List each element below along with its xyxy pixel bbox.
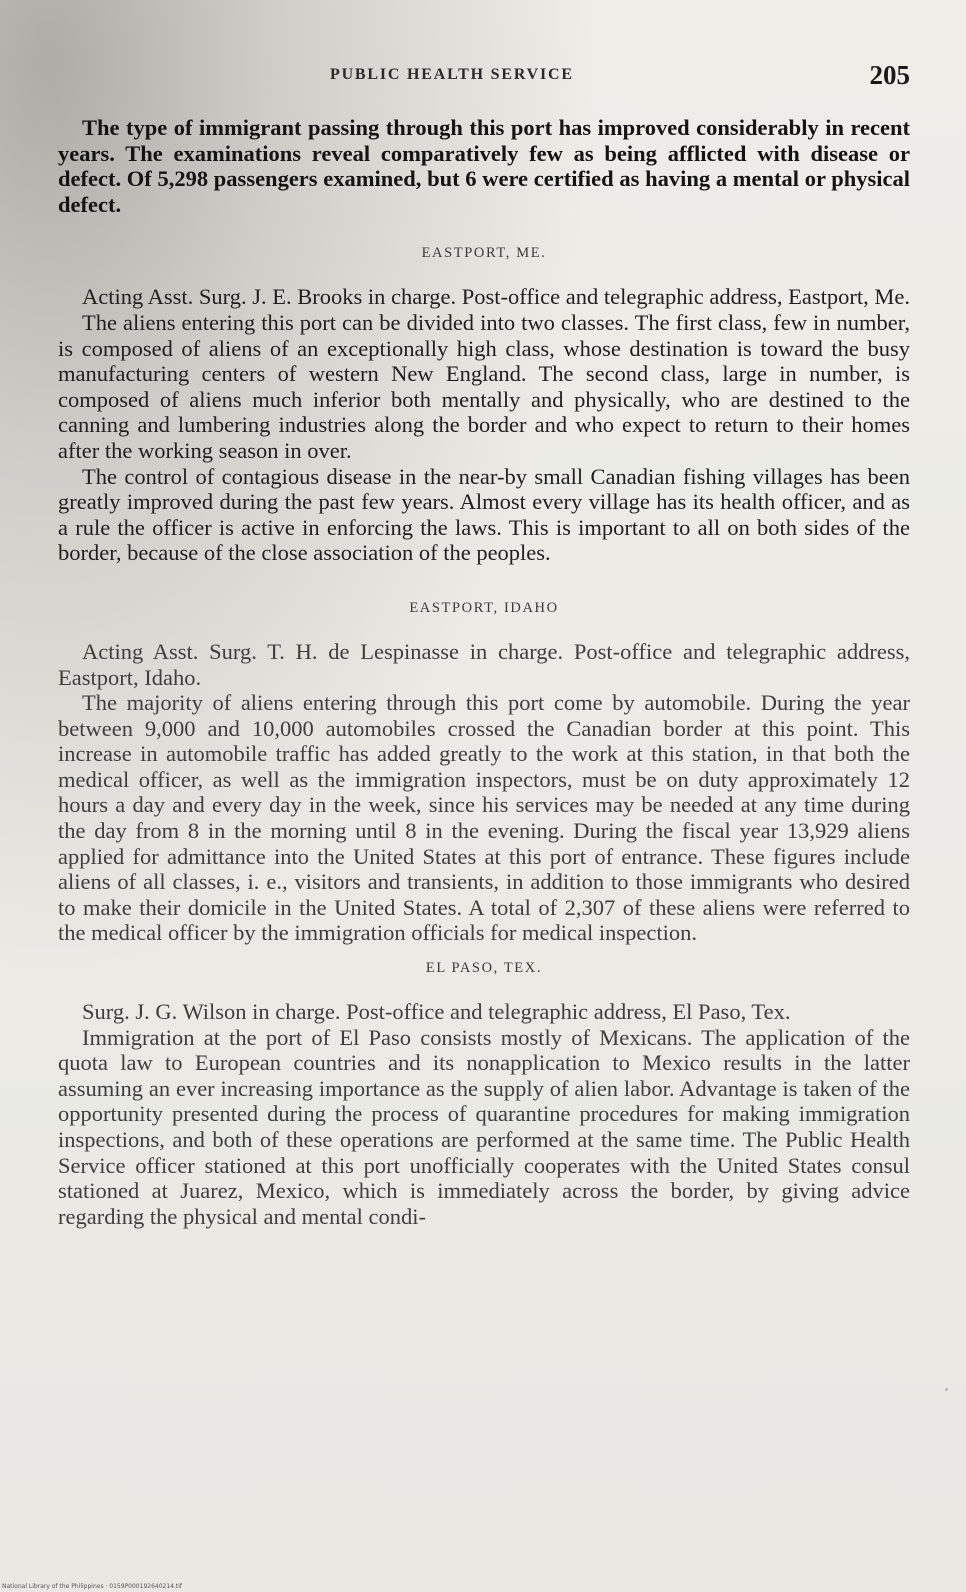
running-head [60, 62, 910, 92]
section-heading-eastport-me: EASTPORT, ME. [421, 245, 547, 262]
el-paso-paragraph-2: Immigration at the port of El Paso consists mostly of Mexicans. The application of the quota law to European countries and its nonapplication to Mexico results in the latter assuming an ever increasing importance as the supply of alien labor. Advantage is taken of the opportunity presented during the process of quarantine procedures for making immigration inspections, and both of these operations are performed at the same time. The Public Health Service officer stationed at this port unofficially cooperates with the United States consul stationed at Juarez, Mexico, which is immediately across the border, by giving advice regarding the physical and mental condi- [58, 1024, 910, 1229]
page-body [58, 115, 910, 1229]
eastport-idaho-paragraph-2: The majority of aliens entering through this port come by automobile. During the year between 9,000 and 10,000 automobiles crossed the Canadian border at this point. This increase in automobile traffic has added greatly to the work at this station, in that both the medical officer, as well as the immigration inspectors, must be on duty approximately 12 hours a day and every day in the week, since his services may be needed at any time during the day from 8 in the morning until 8 in the evening. During the fiscal year 13,929 aliens applied for admittance into the United States at this port of entrance. These figures include aliens of all classes, i. e., visitors and transients, in addition to those immigrants who desired to make their domicile in the United States. A total of 2,307 of these aliens were referred to the medical officer by the immigration officials for medical inspection. [58, 690, 910, 946]
scan-watermark: National Library of the Philippines · 0159P000192640214.tif [2, 1583, 183, 1590]
section-heading-eastport-idaho: EASTPORT, IDAHO [409, 599, 559, 616]
scan-speck [945, 1388, 948, 1391]
running-title: PUBLIC HEALTH SERVICE [330, 66, 574, 83]
eastport-me-paragraph-2: The aliens entering this port can be divided into two classes. The first class, few in number, is composed of aliens of an exceptionally high class, whose destination is toward the busy manufacturing centers of western New England. The second class, large in number, is composed of aliens much inferior both mentally and physically, who are destined to the canning and lumbering industries along the border and who expect to return to their homes after the working season in over. [58, 309, 910, 463]
page-number: 205 [869, 60, 910, 90]
intro-paragraph: The type of immigrant passing through this port has improved considerably in recent years. The examinations reveal comparatively few as being afflicted with disease or defect. Of 5,298 passengers examined, but 6 were certified as having a mental or physical defect. [58, 115, 910, 217]
eastport-me-paragraph-1: Acting Asst. Surg. J. E. Brooks in charge. Post-office and telegraphic address, Eastport, Me. [82, 284, 910, 310]
section-heading-el-paso: EL PASO, TEX. [425, 960, 543, 977]
el-paso-paragraph-1: Surg. J. G. Wilson in charge. Post-office and telegraphic address, El Paso, Tex. [82, 999, 791, 1025]
eastport-idaho-paragraph-1: Acting Asst. Surg. T. H. de Lespinasse in charge. Post-office and telegraphic address, Eastport, Idaho. [58, 638, 910, 690]
eastport-me-paragraph-3: The control of contagious disease in the near-by small Canadian fishing villages has been greatly improved during the past few years. Almost every village has its health officer, and as a rule the officer is active in enforcing the laws. This is important to all on both sides of the border, because of the close association of the peoples. [58, 463, 910, 566]
